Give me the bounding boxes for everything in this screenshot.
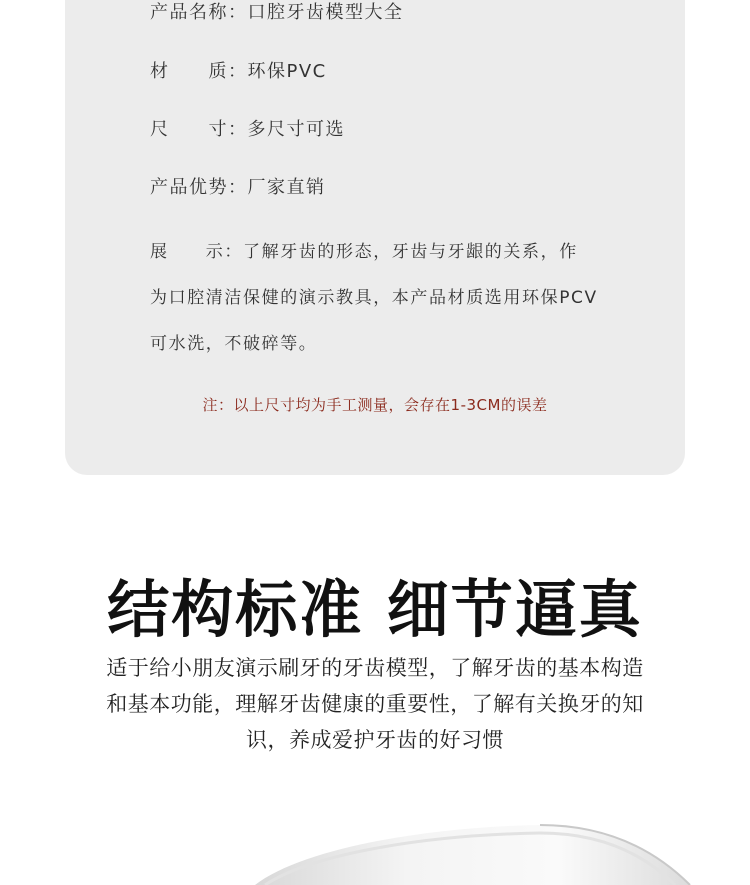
spec-label: 尺 寸： xyxy=(150,119,248,140)
spec-value: 多尺寸可选 xyxy=(247,119,345,140)
spec-display-description xyxy=(150,229,640,367)
display-line-2: 为口腔清洁保健的演示教具，本产品材质选用环保PCV xyxy=(150,288,598,308)
display-line-3: 可水洗，不破碎等。 xyxy=(150,334,318,354)
spec-value: 厂家直销 xyxy=(247,177,326,198)
product-photo xyxy=(0,795,750,885)
section-intro xyxy=(70,650,680,758)
display-line-1: 展 示：了解牙齿的形态，牙齿与牙龈的关系，作 xyxy=(150,242,578,262)
spec-product-name xyxy=(150,0,404,24)
measurement-note: 注：以上尺寸均为手工测量，会存在1-3CM的误差 xyxy=(202,396,548,414)
intro-line-1: 适于给小朋友演示刷牙的牙齿模型，了解牙齿的基本构造 xyxy=(106,656,644,680)
spec-value: 口腔牙齿模型大全 xyxy=(247,2,404,23)
intro-line-2: 和基本功能，理解牙齿健康的重要性，了解有关换牙的知 xyxy=(106,692,644,716)
spec-material xyxy=(150,57,327,83)
spec-value: 环保PVC xyxy=(247,61,327,82)
section-headline: 结构标准 细节逼真 xyxy=(107,573,643,646)
spec-label: 产品优势： xyxy=(150,177,248,198)
spec-size xyxy=(150,115,345,141)
spec-advantage xyxy=(150,173,326,199)
intro-line-3: 识，养成爱护牙齿的好习惯 xyxy=(246,728,504,752)
spec-label: 产品名称： xyxy=(150,2,248,23)
spec-label: 材 质： xyxy=(150,61,248,82)
